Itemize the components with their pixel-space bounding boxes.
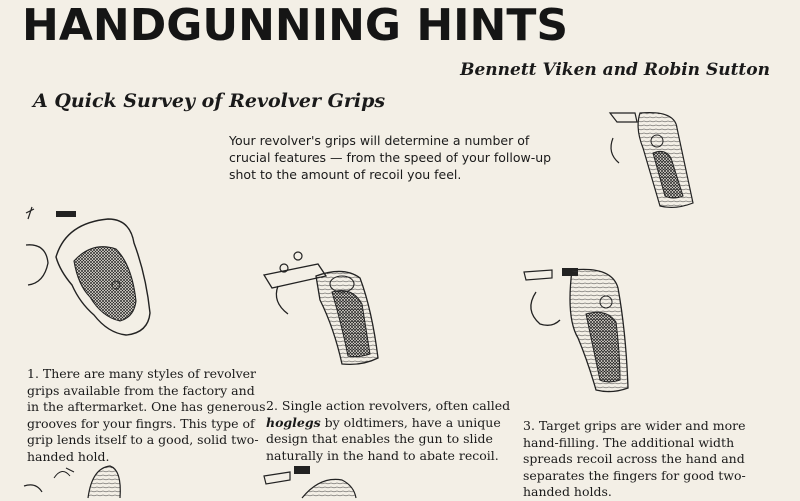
finger-groove-grip-illustration (22, 205, 162, 355)
top-grip-illustration (605, 108, 705, 218)
single-action-grip-illustration (262, 240, 412, 375)
masthead-title: HANDGUNNING HINTS (22, 0, 569, 51)
caption-two-start: 2. Single action revolvers, often called (266, 398, 511, 413)
caption-one: 1. There are many styles of revolver grips available from the factory and in the aftermarket. One has generous grooves for your fingrs. This type of grip lends itself to a good, solid two-handed hold. (27, 366, 266, 464)
bottom-left-grip-illustration (22, 462, 132, 500)
caption-two-term: hoglegs (266, 414, 321, 430)
target-grip-illustration (522, 262, 662, 397)
bottom-middle-grip-illustration (262, 462, 372, 500)
article-headline: A Quick Survey of Revolver Grips (33, 90, 386, 112)
caption-three: 3. Target grips are wider and more hand-filling. The additional width spreads recoil across the hand and separates the fingers for good two-handed holds. (523, 418, 746, 499)
caption-two (266, 398, 511, 464)
caption-two-end: by oldtimers, have a unique design that enables the gun to slide naturally in the hand to abate recoil. (266, 414, 501, 463)
byline-authors: Bennett Viken and Robin Sutton (460, 60, 770, 80)
intro-paragraph: Your revolver's grips will determine a number of crucial features — from the speed of your follow-up shot to the amount of recoil you feel. (229, 133, 552, 182)
